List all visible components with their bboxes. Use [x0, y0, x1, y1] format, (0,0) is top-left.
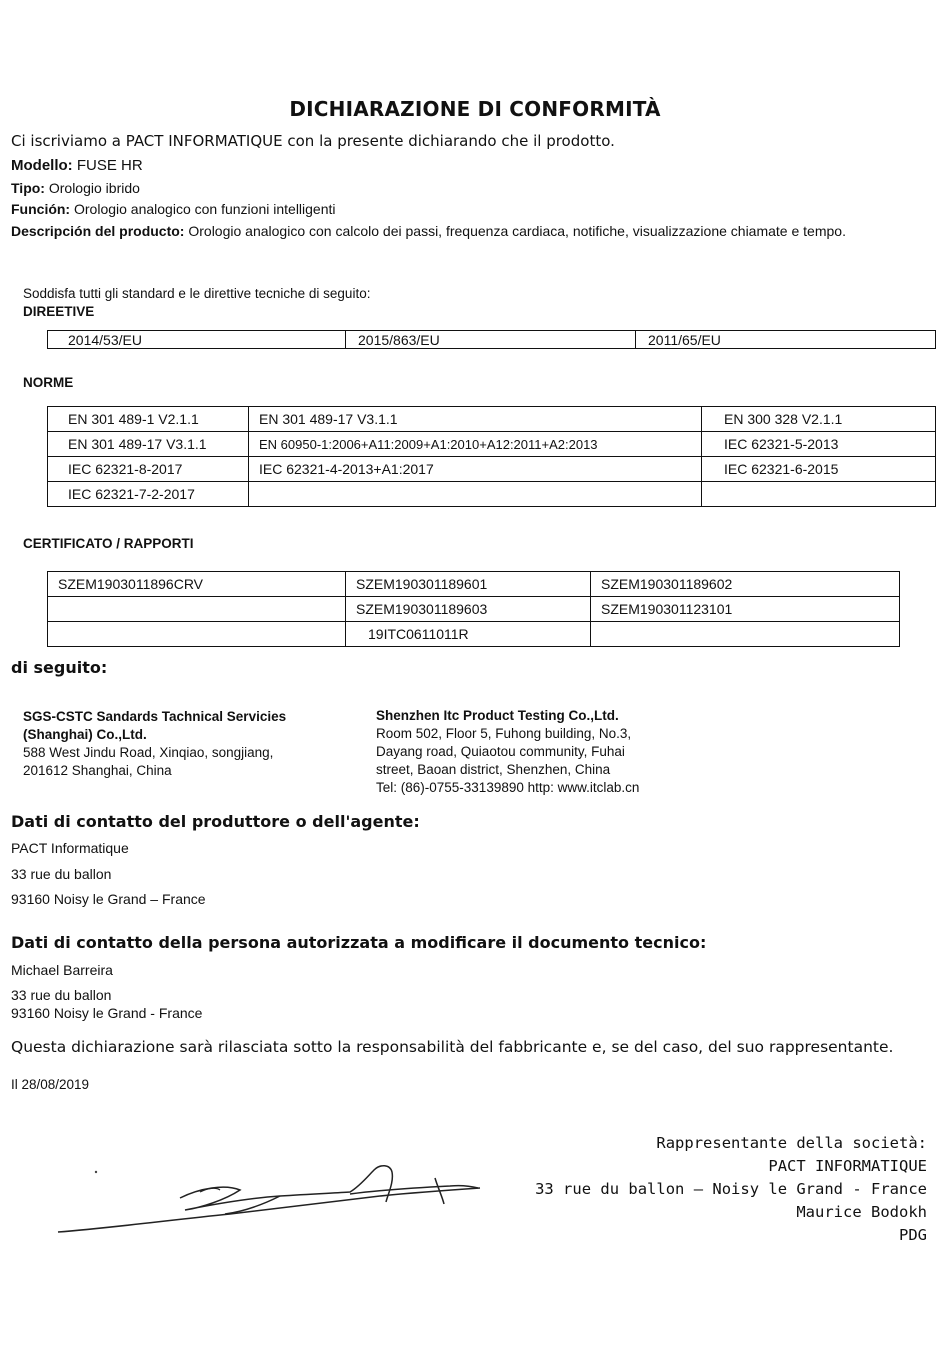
- table-cell: 2014/53/EU: [48, 331, 346, 349]
- table-cell: [48, 597, 346, 622]
- authorized-line: 33 rue du ballon: [11, 987, 112, 1003]
- certificates-table: [47, 571, 900, 647]
- intro-text: Ci iscriviamo a PACT INFORMATIQUE con la presente dichiarando che il prodotto.: [11, 132, 615, 150]
- type-value: Orologio ibrido: [48, 180, 140, 196]
- description-label: Descripción del producto:: [11, 223, 185, 239]
- standards-intro: Soddisfa tutti gli standard e le direttive tecniche di seguito:: [23, 286, 371, 301]
- table-cell: EN 301 489-17 V3.1.1: [48, 432, 249, 457]
- document-title: DICHIARAZIONE DI CONFORMITÀ: [289, 97, 661, 121]
- table-cell: 2011/65/EU: [636, 331, 936, 349]
- representative-line: PDG: [899, 1226, 927, 1244]
- norms-heading: NORME: [23, 375, 74, 390]
- table-cell: SZEM1903011896CRV: [48, 572, 346, 597]
- table-cell: EN 60950-1:2006+A11:2009+A1:2010+A12:2011+A2:2013: [249, 432, 702, 457]
- lab-sgs: [23, 708, 343, 780]
- function-value: Orologio analogico con funzioni intelligenti: [74, 201, 336, 217]
- table-cell: IEC 62321-7-2-2017: [48, 482, 249, 507]
- table-row: [48, 482, 936, 507]
- representative-line: Rappresentante della società:: [656, 1134, 927, 1152]
- lab-itc: [376, 707, 639, 797]
- lab-address-line: 588 West Jindu Road, Xinqiao, songjiang,: [23, 745, 274, 760]
- lab-address-line: Dayang road, Quiaotou community, Fuhai: [376, 744, 625, 759]
- manufacturer-line: 93160 Noisy le Grand – France: [11, 891, 206, 907]
- table-cell: SZEM190301189603: [346, 597, 591, 622]
- table-cell: IEC 62321-6-2015: [702, 457, 936, 482]
- lab-address-line: street, Baoan district, Shenzhen, China: [376, 762, 611, 777]
- manufacturer-line: 33 rue du ballon: [11, 866, 112, 882]
- manufacturer-heading: Dati di contatto del produttore o dell'agente:: [11, 812, 420, 831]
- representative-line: 33 rue du ballon – Noisy le Grand - France: [535, 1180, 927, 1198]
- table-cell: SZEM190301123101: [591, 597, 900, 622]
- norms-table: [47, 406, 936, 507]
- table-row: [48, 457, 936, 482]
- description-line: [11, 221, 931, 242]
- table-cell: [591, 622, 900, 647]
- table-cell: IEC 62321-5-2013: [702, 432, 936, 457]
- table-row: [48, 597, 900, 622]
- table-row: [48, 572, 900, 597]
- table-cell: EN 300 328 V2.1.1: [702, 407, 936, 432]
- authorized-line: 93160 Noisy le Grand - France: [11, 1005, 203, 1021]
- function-line: [11, 201, 336, 217]
- manufacturer-line: PACT Informatique: [11, 840, 129, 856]
- table-cell: [702, 482, 936, 507]
- model-value: FUSE HR: [76, 157, 143, 174]
- lab-name: SGS-CSTC Sandards Tachnical Servicies (Shanghai) Co.,Ltd.: [23, 709, 287, 742]
- lab-contact-line: Tel: (86)-0755-33139890 http: www.itclab.cn: [376, 780, 640, 795]
- table-cell: EN 301 489-1 V2.1.1: [48, 407, 249, 432]
- representative-block: [535, 1132, 927, 1247]
- authorized-line: Michael Barreira: [11, 962, 113, 978]
- table-cell: IEC 62321-8-2017: [48, 457, 249, 482]
- directives-heading: DIREETIVE: [23, 304, 95, 319]
- table-cell: [48, 622, 346, 647]
- directives-table: [47, 330, 936, 349]
- representative-line: PACT INFORMATIQUE: [768, 1157, 927, 1175]
- table-cell: IEC 62321-4-2013+A1:2017: [249, 457, 702, 482]
- table-cell: SZEM190301189602: [591, 572, 900, 597]
- table-row: [48, 432, 936, 457]
- table-row: [48, 622, 900, 647]
- lab-address-line: 201612 Shanghai, China: [23, 763, 172, 778]
- certificates-heading: CERTIFICATO / RAPPORTI: [23, 536, 194, 551]
- signature: [50, 1150, 490, 1245]
- issued-by-label: di seguito:: [11, 658, 108, 677]
- type-line: [11, 180, 140, 196]
- table-cell: 19ITC0611011R: [346, 622, 591, 647]
- representative-line: Maurice Bodokh: [796, 1203, 927, 1221]
- table-row: [48, 407, 936, 432]
- table-row: [48, 331, 936, 349]
- authorized-heading: Dati di contatto della persona autorizzata a modificare il documento tecnico:: [11, 933, 707, 952]
- table-cell: SZEM190301189601: [346, 572, 591, 597]
- lab-address-line: Room 502, Floor 5, Fuhong building, No.3,: [376, 726, 632, 741]
- table-cell: EN 301 489-17 V3.1.1: [249, 407, 702, 432]
- responsibility-statement: Questa dichiarazione sarà rilasciata sotto la responsabilità del fabbricante e, se del caso, del suo rappresentante.: [11, 1038, 894, 1056]
- description-value: Orologio analogico con calcolo dei passi, frequenza cardiaca, notifiche, visualizzazione chiamate e tempo.: [188, 223, 846, 239]
- model-line: [11, 157, 143, 174]
- lab-name: Shenzhen Itc Product Testing Co.,Ltd.: [376, 708, 619, 723]
- function-label: Función:: [11, 201, 71, 217]
- type-label: Tipo:: [11, 180, 45, 196]
- date-line: Il 28/08/2019: [11, 1077, 90, 1092]
- table-cell: [249, 482, 702, 507]
- table-cell: 2015/863/EU: [346, 331, 636, 349]
- model-label: Modello:: [11, 157, 73, 174]
